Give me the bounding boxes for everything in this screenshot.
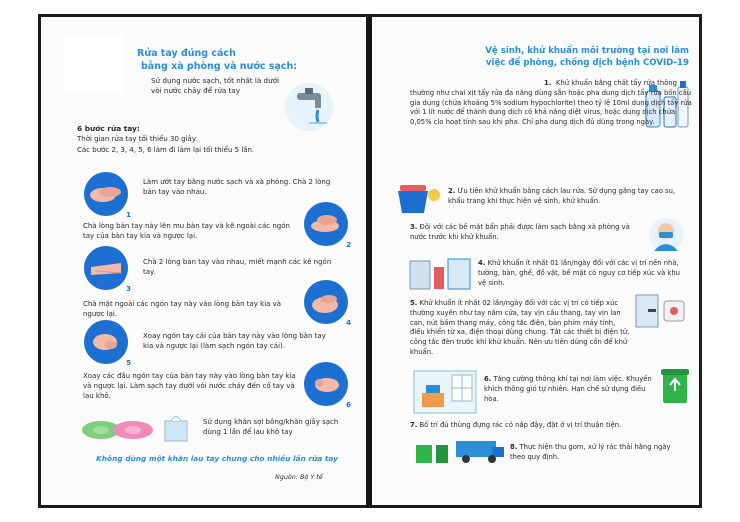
item8-body: Thực hiện thu gom, xử lý rác thải hằng ngày theo quy định. [510,443,671,461]
tissue-box-icon [161,411,191,443]
door-handle-icon [634,293,690,329]
shared-towel-warning: Không dùng một khăn lau tay chung cho nhiều lần rửa tay [96,454,338,463]
right-page [372,17,699,505]
step4-number: 4 [346,319,351,327]
steps-repetition: Các bước 2, 3, 4, 5, 6 làm đi làm lại tối thiểu 5 lần. [77,146,255,154]
furniture-icon [408,257,474,291]
item5-number: 5. [410,299,418,307]
handwash-title [137,47,337,73]
item2-number: 2. [448,187,456,195]
step6-text: Xoay các đầu ngón tay của bàn tay này vào lòng bàn tay kia và ngược lại. Làm sạch tay dưới vòi nước chảy đến cổ tay và lau khô. [83,372,296,400]
hygiene-item5-text [410,299,632,358]
towel-instruction: Sử dụng khăn sợi bông/khăn giấy sạch dùng 1 lần để lau khô tay [203,418,339,436]
hygiene-title-line1: Vệ sinh, khử khuẩn môi trường tại nơi làm [485,46,689,56]
step6-number: 6 [346,401,351,409]
step5-text: Xoay ngón tay cái của bàn tay này vào lòng bàn tay kia và ngược lại (làm sạch ngón tay cái). [143,332,326,350]
recycle-bin-icon [660,365,690,405]
hygiene-item7-text [410,421,670,431]
item7-body: Bố trí đủ thùng đựng rác có nắp đậy, đặt ở vị trí thuận tiện. [419,421,622,429]
hygiene-title [469,45,689,69]
step3-text: Chà 2 lòng bàn tay vào nhau, miết mạnh các kẽ ngón tay. [143,258,332,276]
garbage-truck-icon [412,435,508,465]
item5-body: Khử khuẩn ít nhất 02 lần/ngày đối với các vị trí có tiếp xúc thường xuyên như tay nắm cửa, tay vịn cầu thang, tay vịn lan can, nút bấm thang máy, công tắc điện, bàn phím máy tính, điều khiển từ xa, điện thoại dùng chung. Tắt các thiết bị điện tử, công tắc đèn trước khi khử khuẩn. Nên ưu tiên dùng cồn để khử khuẩn. [410,299,630,356]
item7-number: 7. [410,421,418,429]
step5-number: 5 [126,359,131,367]
item6-body: Tăng cường thông khí tại nơi làm việc. Khuyến khích thông gió tự nhiên. Hạn chế sử dụng điều hòa. [484,375,652,403]
item2-body: Ưu tiên khử khuẩn bằng cách lau rửa. Sử dụng găng tay cao su, khẩu trang khi thực hiện vệ sinh, khử khuẩn. [448,187,676,205]
step4-text: Chà mặt ngoài các ngón tay này vào lòng bàn tay kia và ngược lại. [83,300,282,318]
handwash-title-line2: bằng xà phòng và nước sạch: [141,61,298,72]
item4-body: Khử khuẩn ít nhất 01 lần/ngày đối với các vị trí nền nhà, tường, bàn, ghế, đồ vật, bề mặt có nguy cơ tiếp xúc và khu vệ sinh. [478,259,680,287]
item8-number: 8. [510,443,518,451]
hygiene-item1-text: Khử khuẩn bằng chất tẩy rửa thông thường như chai xịt tẩy rửa đa năng dùng sẵn hoặc pha dung dịch tẩy rửa bồn cầu gia dụng (chứa khoảng 5% sodium hypochlorite) theo tỷ lệ 10ml dung dịch tẩy rửa với 1 lít nước để thành dung dịch có khả năng diệt virus, hoặc dung dịch chứa 0,05% clo hoạt tính sau khi pha. Chỉ pha dung dịch đủ dùng trong ngày. [410,79,692,127]
handwash-subtitle: Sử dụng nước sạch, tốt nhất là dưới vòi nước chảy để rửa tay [151,76,280,95]
hygiene-item2-text [448,187,692,207]
handwash-step4-icon [303,279,349,325]
left-page [41,17,366,505]
book-spread [38,14,702,508]
item6-number: 6. [484,375,492,383]
hygiene-item3-text [410,223,640,243]
item1-number: 1. [544,79,552,87]
step2-number: 2 [346,241,351,249]
item3-number: 3. [410,223,418,231]
step1-number: 1 [126,211,131,219]
hygiene-item8-text [510,443,686,463]
item4-number: 4. [478,259,486,267]
faucet-icon [281,79,337,133]
step1-text: Làm ướt tay bằng nước sạch và xà phòng. Chà 2 lòng bàn tay vào nhau. [143,178,331,196]
handwash-step6-icon [303,361,349,407]
source-credit: Nguồn: Bộ Y tế [275,473,323,481]
masked-person-icon [648,217,684,253]
hygiene-item6-text [484,375,660,404]
step3-number: 3 [126,285,131,293]
cleaning-bucket-icon [392,181,442,215]
steps-heading: 6 bước rửa tay: [77,124,140,133]
towels-icon [81,415,157,441]
handwash-step5-icon [83,319,129,365]
hygiene-item4-text [478,259,690,288]
steps-time: Thời gian rửa tay tối thiểu 30 giây. [77,135,198,143]
handwash-title-line1: Rửa tay đúng cách [137,48,236,59]
blank-image-placeholder [63,35,123,93]
office-ventilation-icon [412,369,478,415]
item3-body: Đôi với các bề mặt bẩn phải được làm sạch bằng xà phòng và nước trước khi khử khuẩn. [410,223,630,241]
handwash-step3-icon [83,245,129,291]
step2-text: Chà lòng bàn tay này lên mu bàn tay và kẽ ngoài các ngón tay của bàn tay kia và ngược lại. [83,222,290,240]
hygiene-title-line2: việc để phòng, chống dịch bệnh COVID-19 [485,58,689,68]
handwash-step1-icon [83,171,129,217]
handwash-step2-icon [303,201,349,247]
